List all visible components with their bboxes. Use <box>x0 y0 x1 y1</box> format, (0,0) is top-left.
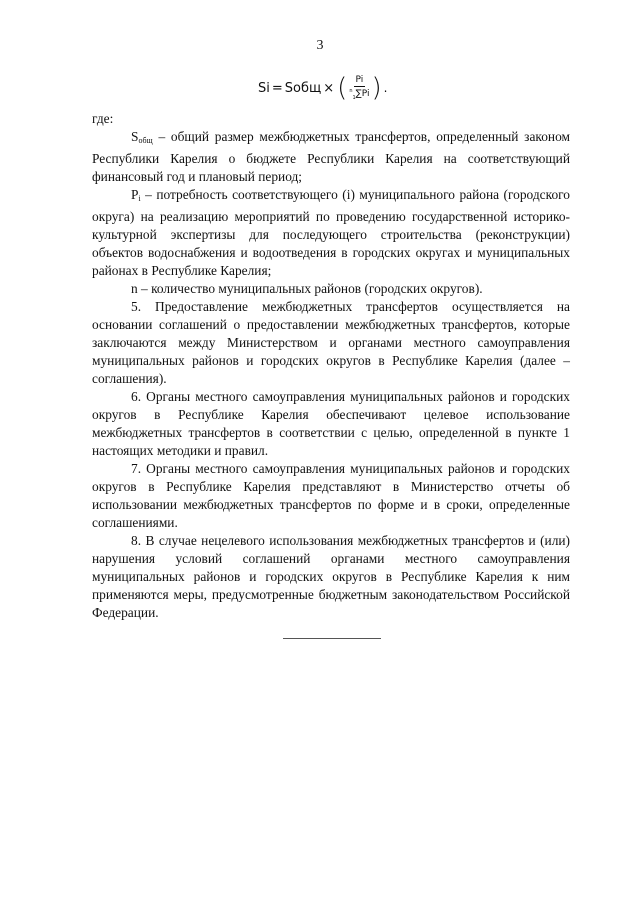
formula-equals: = <box>271 80 283 96</box>
p-i-text: – потребность соответствующего (i) муниципального района (городского округа) на реализацию мероприятий по проведению государственной историко-культурной экспертизы для последующего строительства (реконструкции) объектов водоснабжения и водоотведения в городских округах и муниципальных районах в Республике Карелия; <box>92 187 570 278</box>
paragraph-item-5: 5. Предоставление межбюджетных трансфертов осуществляется на основании соглашений о предоставлении межбюджетных трансфертов, которые заключаются между Министерством и органами местного самоуправления муниципальных районов и городских округов в Республике Карелия (далее – соглашения). <box>92 299 570 386</box>
page-number: 3 <box>316 38 324 53</box>
definition-p-i <box>92 186 570 280</box>
formula-close-paren: ) <box>371 73 382 103</box>
closing-separator-line <box>283 638 381 639</box>
distribution-formula <box>258 72 387 104</box>
paragraph-item-7: 7. Органы местного самоуправления муниципальных районов и городских округов в Республике Карелия представляют в Министерство отчеты об использовании межбюджетных трансфертов по форме и в сроки, определенные соглашениями. <box>92 461 570 530</box>
formula-trailing-dot: . <box>383 81 388 95</box>
definition-n: n – количество муниципальных районов (городских округов). <box>131 281 483 296</box>
formula-total: Sобщ <box>284 80 322 96</box>
where-label: где: <box>92 111 114 126</box>
formula-times: × <box>323 80 335 96</box>
formula-denominator <box>349 87 369 101</box>
sum-upper-limit: n <box>349 88 353 95</box>
paragraph-item-8: 8. В случае нецелевого использования межбюджетных трансфертов и (или) нарушения условий соглашений органами местного самоуправления муниципальных районов и городских округов в Республике Карелия к ним применяются меры, предусмотренные бюджетным законодательством Российской Федерации. <box>92 533 570 620</box>
s-total-symbol: S <box>131 129 139 144</box>
formula-lhs: Si <box>258 80 270 96</box>
formula-open-paren: ( <box>337 73 348 103</box>
s-total-text: – общий размер межбюджетных трансфертов, определенный законом Республики Карелия о бюджете Республики Карелия на соответствующий финансовый год и плановый период; <box>92 129 570 184</box>
definition-s-total <box>92 128 570 186</box>
paragraph-item-6: 6. Органы местного самоуправления муниципальных районов и городских округов в Республике Карелия обеспечивают целевое использование межбюджетных трансфертов в соответствии с целью, определенной в пункте 1 настоящих методики и правил. <box>92 389 570 458</box>
formula-fraction <box>349 75 369 101</box>
s-total-subscript: общ <box>138 136 153 145</box>
sum-expression: ∑Pi <box>355 89 370 100</box>
p-i-symbol: P <box>131 187 139 202</box>
formula-numerator: Pi <box>355 75 364 86</box>
p-i-subscript: i <box>138 194 141 203</box>
document-body <box>92 110 570 622</box>
sum-lower-limit: 1 <box>352 94 356 101</box>
